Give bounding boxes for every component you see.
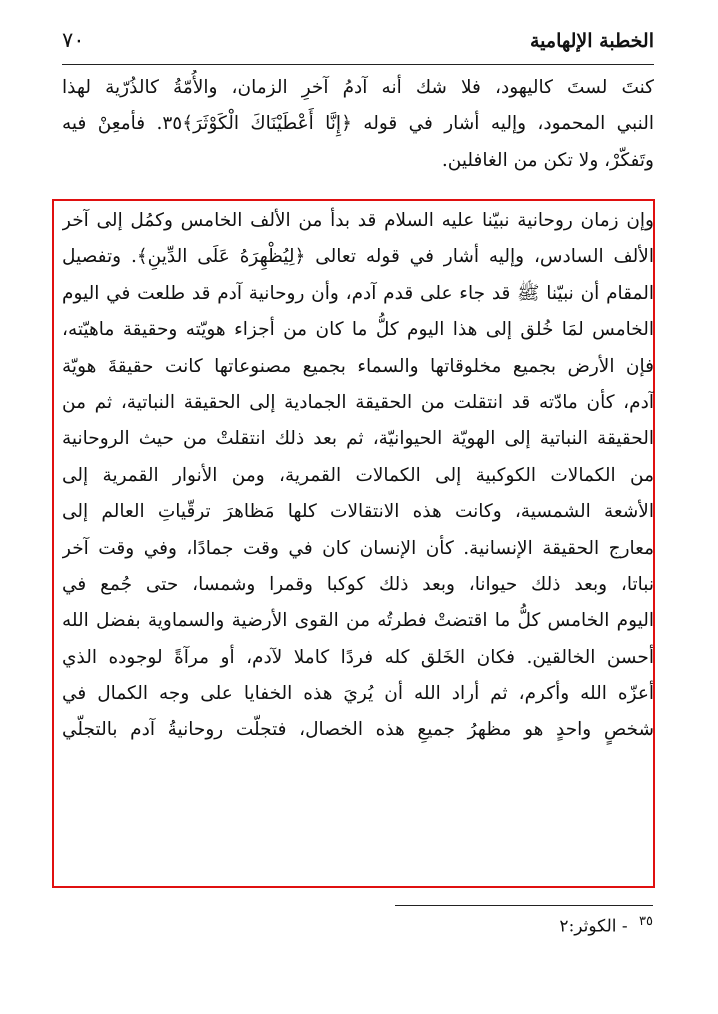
book-title: الخطبة الإلهامية bbox=[529, 30, 654, 52]
text-line: كنتَ لستَ كاليهود، فلا شك أنه آدمُ آخرِ الزمان، والأُمّةُ كالذُرّية لهذا bbox=[62, 77, 654, 98]
highlighted-paragraph bbox=[62, 203, 654, 749]
text-line: الألف السادس، وإليه أشار في قوله تعالى ﴿لِيُظْهِرَهُ عَلَى الدِّينِ﴾. وتفصيل bbox=[62, 246, 654, 268]
footnote-marker: ٣٥ bbox=[639, 914, 653, 929]
text-line: النبي المحمود، وإليه أشار في قوله ﴿إِنَّا أَعْطَيْنَاكَ الْكَوْثَرَ﴾٣٥. فأمعِنْ فيه bbox=[62, 113, 654, 135]
intro-paragraph bbox=[62, 70, 654, 179]
text-line: أحسن الخالقين. فكان الخَلق كله فردًا كاملا لآدم، أو مرآةً لوجوده الذي bbox=[62, 646, 654, 668]
text-line: أعزّه الله وأكرم، ثم أراد الله أن يُريَ هذه الخفايا على وجه الكمال في bbox=[62, 683, 654, 705]
text-line: فإن الأرض بجميع مخلوقاتها والسماء بجميع مصنوعاتها كانت حقيقةَ هويّة bbox=[62, 355, 654, 377]
text-line: الأشعة الشمسية، وكانت هذه الانتقالات كلها مَظاهرَ ترقّياتِ العالم إلى bbox=[62, 501, 654, 523]
footnote bbox=[395, 909, 653, 940]
text-line: نباتا، وبعد ذلك حيوانا، وبعد ذلك كوكبا وقمرا وشمسا، حتى جُمع في bbox=[62, 573, 654, 595]
text-line: المقام أن نبيّنا ﷺ قد جاء على قدم آدم، وأن روحانية آدم قد طلعت في اليوم bbox=[62, 282, 654, 304]
text-line: من الكمالات الكوكبية إلى الكمالات القمرية، ومن الأنوار القمرية إلى bbox=[62, 464, 654, 486]
text-line: شخصٍ واحدٍ هو مظهرُ جميعِ هذه الخصال، فتجلّت روحانيةُ آدم بالتجلّي bbox=[62, 719, 654, 741]
page-number: ٧٠ bbox=[62, 28, 85, 52]
text-line: وتَفكّرْ، ولا تكن من الغافلين. bbox=[441, 149, 654, 171]
footnote-text: - الكوثر:٢ bbox=[559, 916, 628, 937]
text-line: الخامس لمَا خُلق إلى هذا اليوم كلُّ ما كان من أجزاء هويّته وحقيقة ماهيّته، bbox=[62, 319, 654, 341]
text-line: وإن زمان روحانية نبيّنا عليه السلام قد بدأ من الألف الخامس وكمُل إلى آخر bbox=[62, 210, 654, 231]
text-line: آدم، كأن مادّته قد انتقلت من الحقيقة الجمادية إلى الحقيقة النباتية، ثم من bbox=[62, 391, 654, 413]
text-line: معارج الحقيقة الإنسانية. كأن الإنسان كان في وقت جمادًا، وفي وقت آخر bbox=[62, 537, 654, 559]
text-line: الحقيقة النباتية إلى الهويّة الحيوانيّة، ثم بعد ذلك انتقلتْ من حيث الروحانية bbox=[62, 428, 654, 450]
footnote-divider bbox=[395, 905, 653, 906]
text-line: اليوم الخامس كلُّ ما اقتضتْ فطرتُه من القوى الأرضية والسماوية بفضل الله bbox=[62, 610, 654, 632]
page-header bbox=[62, 28, 654, 65]
